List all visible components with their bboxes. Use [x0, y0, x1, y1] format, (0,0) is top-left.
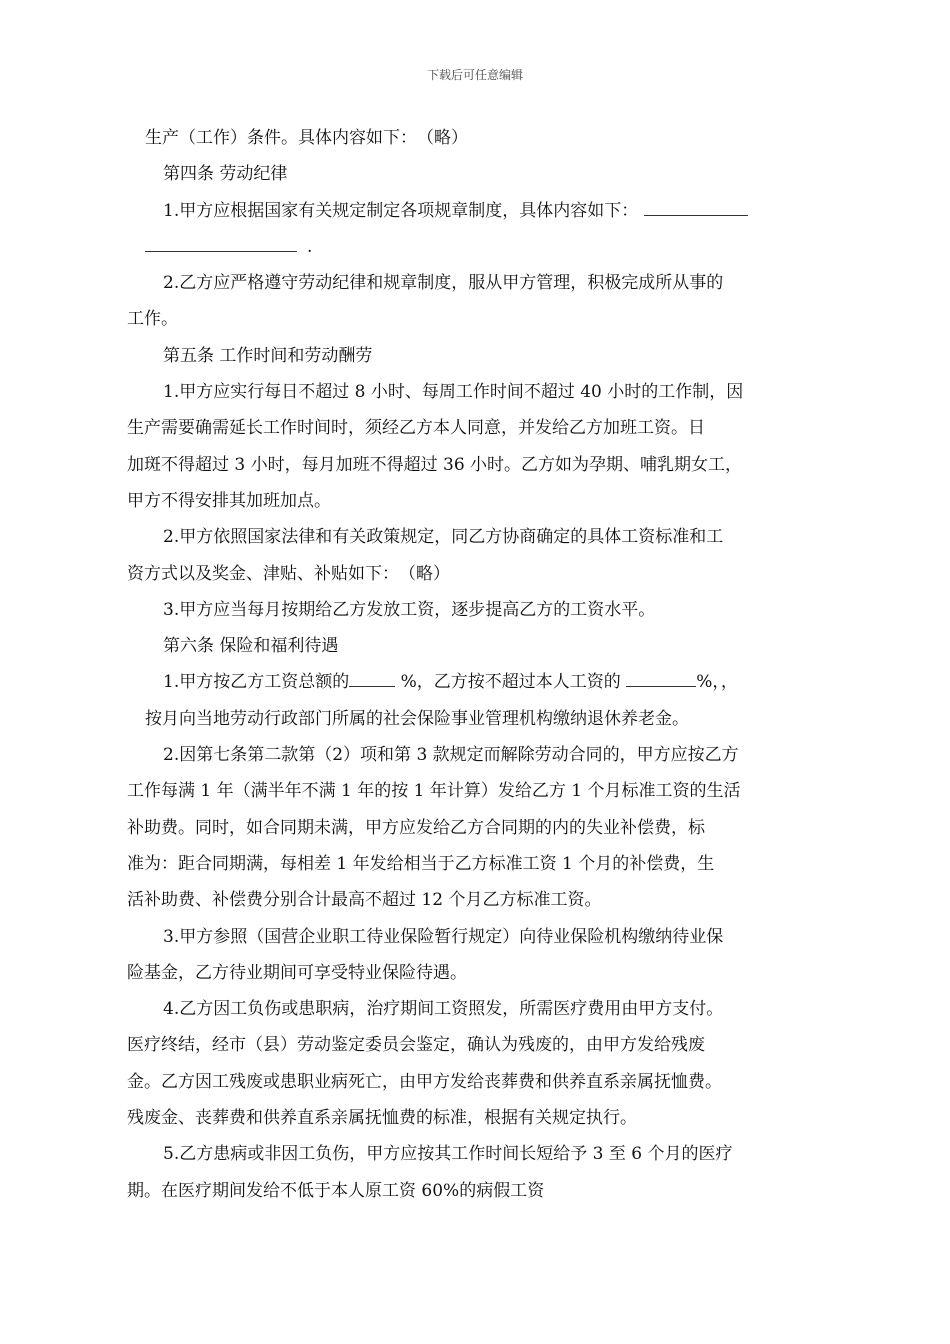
fill-blank — [626, 672, 696, 687]
line: 活补助费、补偿费分别合计最高不超过 12 个月乙方标准工资。 — [127, 890, 602, 911]
article-5-title: 第五条 工作时间和劳动酬劳 — [163, 345, 373, 366]
article-6-item-1-cont: 按月向当地劳动行政部门所属的社会保险事业管理机构缴纳退休养老金。 — [145, 708, 689, 729]
line: 生产需要确需延长工作时间时，须经乙方本人同意，并发给乙方加班工资。日 — [127, 418, 705, 439]
article-6-item-4 — [127, 991, 817, 1136]
line: 3.甲方参照（国营企业职工待业保险暂行规定）向待业保险机构缴纳待业保 — [163, 926, 724, 947]
page-header: 下载后可任意编辑 — [426, 68, 523, 82]
item-text: 1.甲方按乙方工资总额的 — [163, 672, 350, 693]
article-6-title: 第六条 保险和福利待遇 — [163, 636, 339, 657]
article-6-item-1 — [145, 664, 817, 700]
line: 5.乙方患病或非因工负伤，甲方应按其工作时间长短给予 3 至 6 个月的医疗 — [163, 1144, 733, 1165]
item-text: . — [307, 236, 313, 257]
line: 2.因第七条第二款第（2）项和第 3 款规定而解除劳动合同的，甲方应按乙方 — [163, 745, 739, 766]
line: 残废金、丧葬费和供养直系亲属抚恤费的标准，根据有关规定执行。 — [127, 1108, 637, 1129]
line: 期。在医疗期间发给不低于本人原工资 60%的病假工资 — [127, 1180, 545, 1201]
item-text: %，乙方按不超过本人工资的 — [395, 672, 627, 693]
article-6-item-2 — [127, 737, 817, 918]
line: 险基金，乙方待业期间可享受特业保险待遇。 — [127, 962, 467, 983]
line: 金。乙方因工残废或患职业病死亡，由甲方发给丧葬费和供养直系亲属抚恤费。 — [127, 1071, 722, 1092]
article-4-title: 第四条 劳动纪律 — [163, 164, 288, 185]
article-6-item-3 — [127, 919, 817, 992]
article-5-item-1 — [127, 374, 817, 519]
line: 甲方不得安排其加班加点。 — [127, 490, 331, 511]
document-body — [127, 120, 817, 1209]
item-text: 1.甲方应根据国家有关规定制定各项规章制度，具体内容如下： — [163, 200, 639, 221]
fill-blank — [644, 201, 748, 216]
line: 资方式以及奖金、津贴、补贴如下： （略） — [127, 563, 450, 584]
line: 4.乙方因工负伤或患职病，治疗期间工资照发，所需医疗费用由甲方支付。 — [163, 999, 724, 1020]
line: 工作。 — [127, 309, 178, 330]
fill-blank — [145, 237, 297, 252]
article-5-item-3: 3.甲方应当每月按期给乙方发放工资，逐步提高乙方的工资水平。 — [163, 599, 656, 620]
line: 准为：距合同期满，每相差 1 年发给相当于乙方标准工资 1 个月的补偿费，生 — [127, 853, 715, 874]
article-6-item-5 — [127, 1136, 817, 1209]
article-5-item-2 — [127, 519, 817, 592]
item-text: %，， — [696, 672, 738, 693]
line: 医疗终结，经市（县）劳动鉴定委员会鉴定，确认为残废的，由甲方发给残废 — [127, 1035, 705, 1056]
line: 1.甲方应实行每日不超过 8 小时、每周工作时间不超过 40 小时的工作制，因 — [163, 382, 744, 403]
article-4-item-2 — [127, 265, 817, 338]
line: 2.乙方应严格遵守劳动纪律和规章制度，服从甲方管理，积极完成所从事的 — [163, 273, 724, 294]
line: 2.甲方依照国家法律和有关政策规定，同乙方协商确定的具体工资标准和工 — [163, 527, 724, 548]
article-4-item-1-cont — [145, 229, 817, 265]
line: 工作每满 1 年（满半年不满 1 年的按 1 年计算）发给乙方 1 个月标准工资的生活 — [127, 781, 741, 802]
article-4-item-1 — [145, 193, 817, 229]
fill-blank — [349, 672, 395, 687]
line: 补助费。同时，如合同期未满，甲方应发给乙方合同期的内的失业补偿费，标 — [127, 817, 705, 838]
line: 加斑不得超过 3 小时，每月加班不得超过 36 小时。乙方如为孕期、哺乳期女工， — [127, 454, 743, 475]
paragraph: 生产（工作）条件。具体内容如下： （略） — [145, 128, 468, 148]
